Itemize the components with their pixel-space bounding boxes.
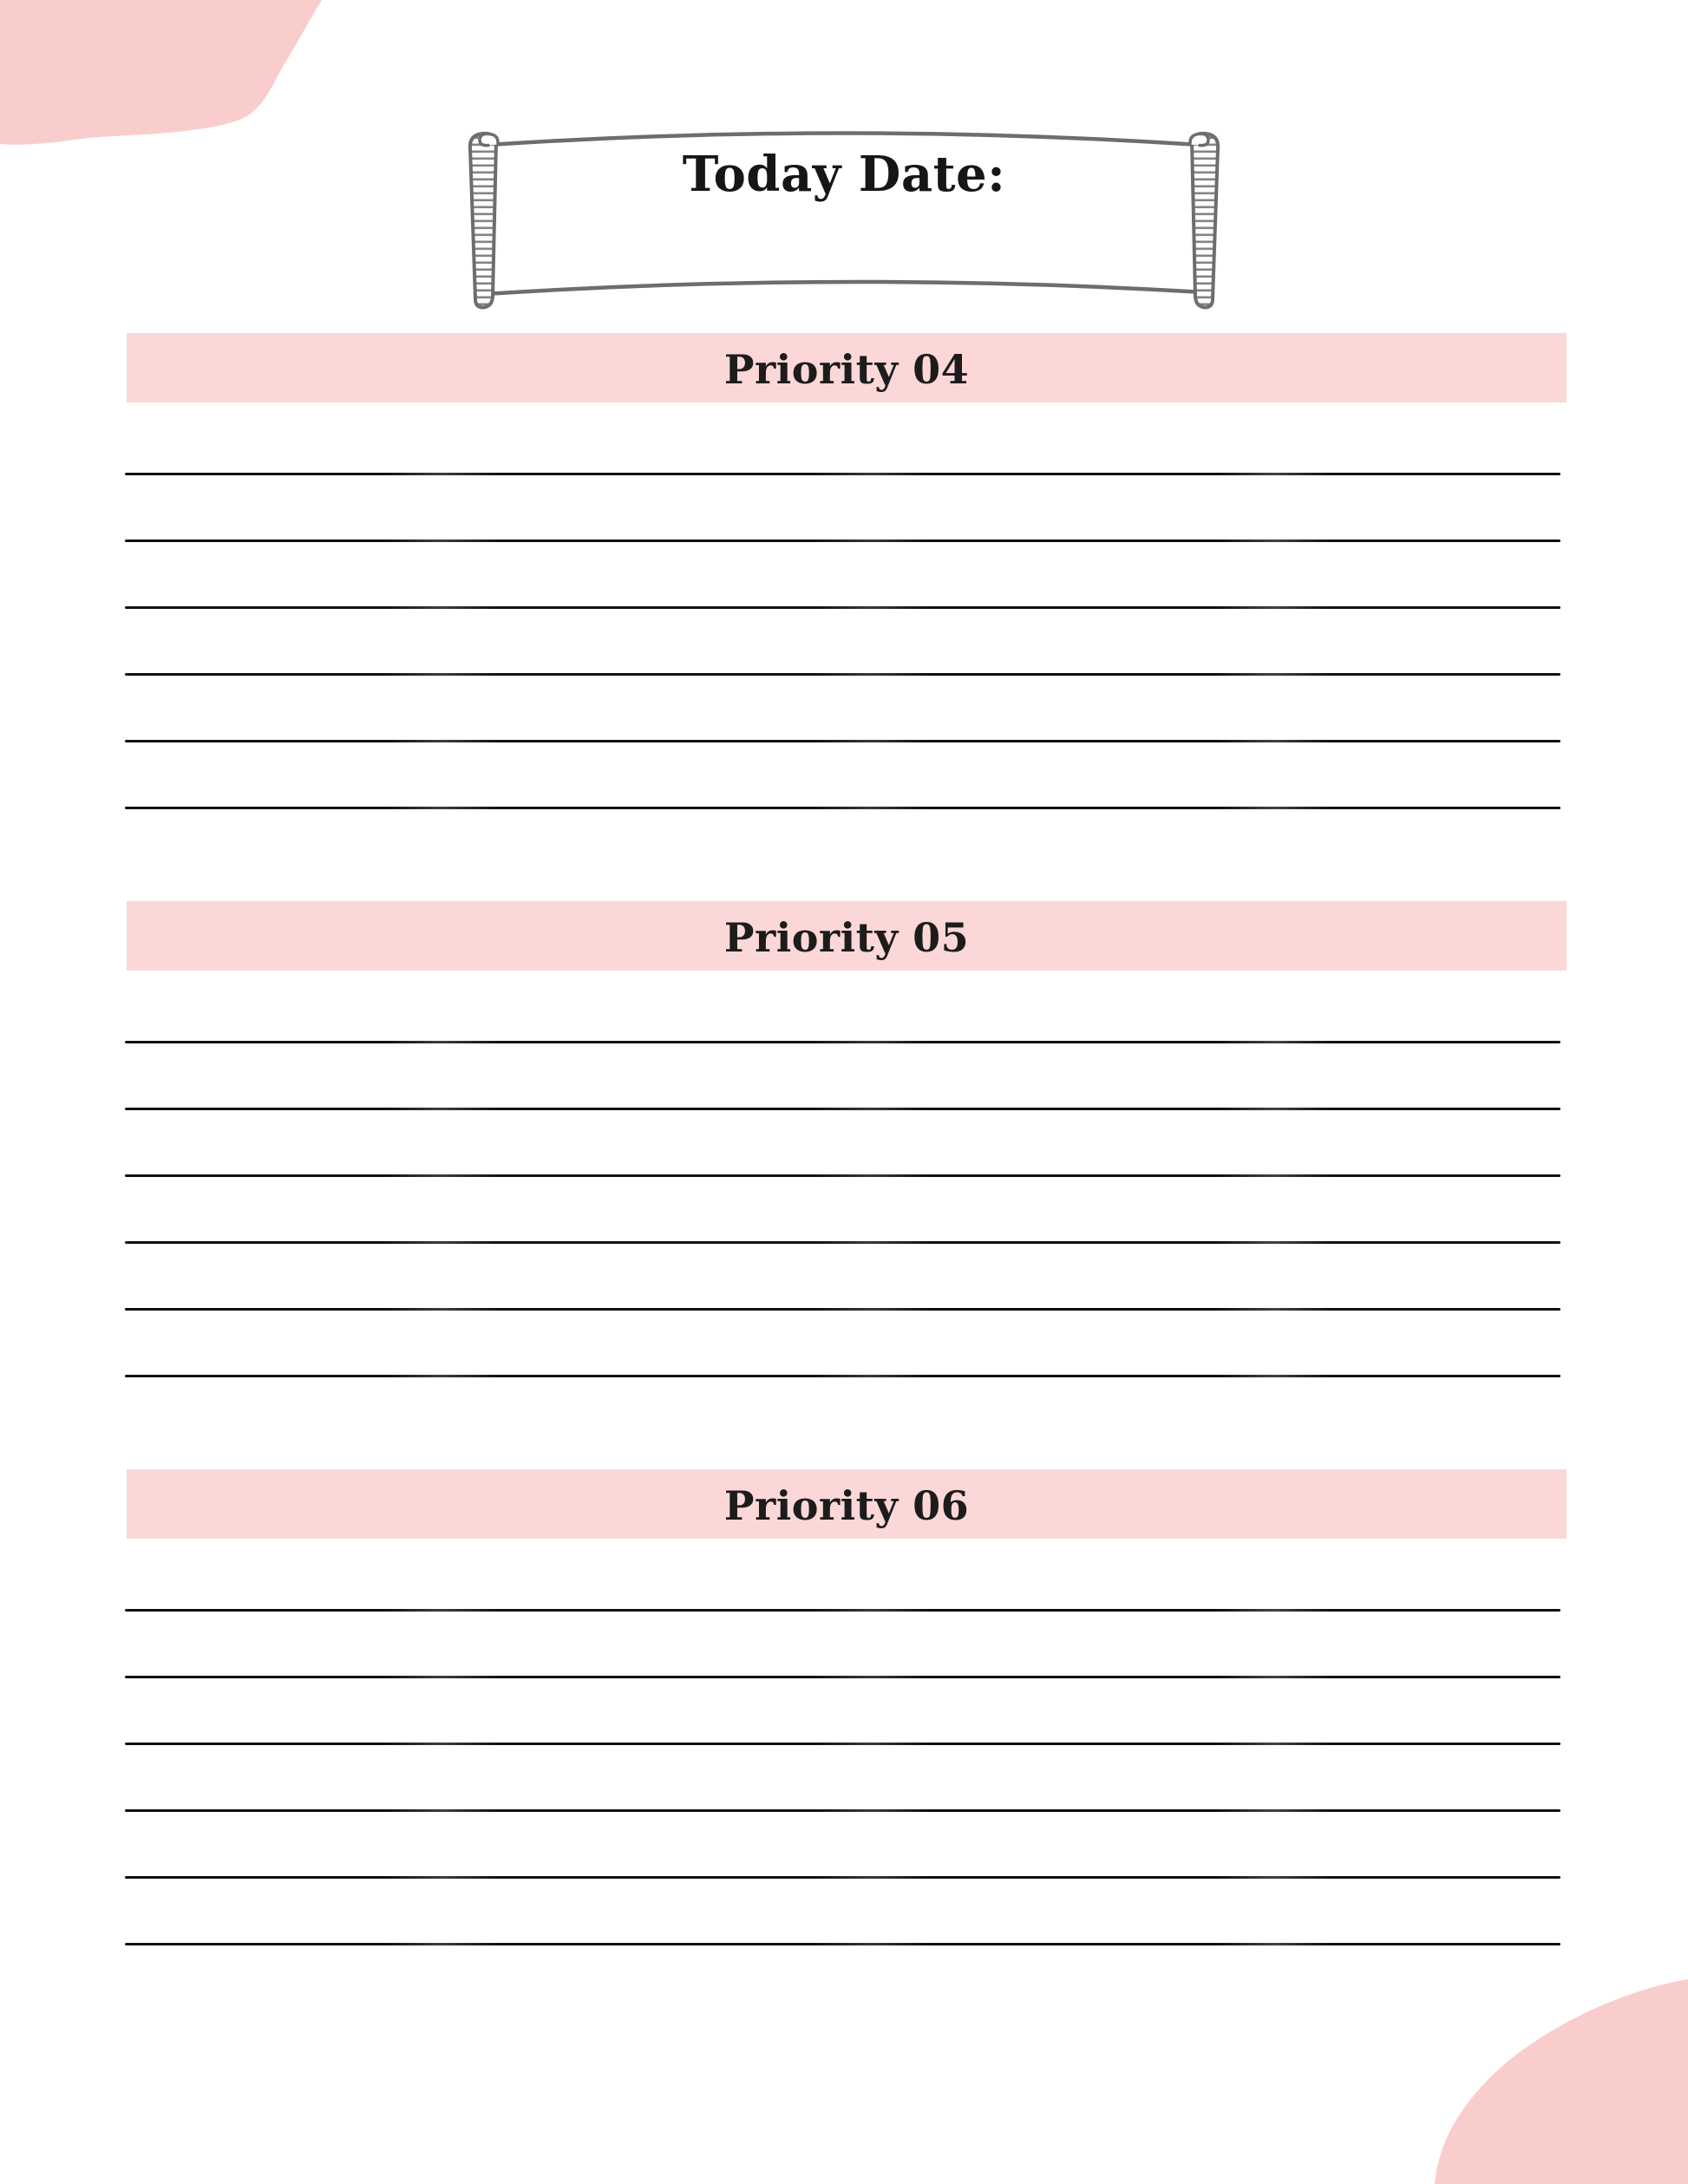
writing-line [125, 1174, 1560, 1177]
writing-line [125, 1809, 1560, 1812]
priority-05-writing-lines [125, 1041, 1560, 1377]
priority-06-writing-lines [125, 1609, 1560, 1945]
priority-05-header-bar [127, 901, 1567, 971]
writing-line [125, 473, 1560, 475]
writing-line [125, 740, 1560, 742]
decorative-blob-top-left [0, 0, 330, 152]
writing-line [125, 1241, 1560, 1244]
writing-line [125, 1108, 1560, 1110]
priority-06-label: Priority 06 [723, 1482, 970, 1529]
writing-line [125, 673, 1560, 676]
writing-line [125, 606, 1560, 609]
writing-line [125, 1743, 1560, 1745]
blob-shape [0, 0, 322, 145]
priority-05-label: Priority 05 [723, 914, 970, 961]
writing-line [125, 1676, 1560, 1678]
blob-shape [1435, 1979, 1688, 2184]
priority-section-04 [127, 333, 1567, 809]
date-banner [467, 126, 1221, 312]
writing-line [125, 1609, 1560, 1612]
priority-06-header-bar [127, 1469, 1567, 1539]
writing-line [125, 1375, 1560, 1377]
writing-line [125, 1876, 1560, 1879]
priority-04-header-bar [127, 333, 1567, 402]
priority-04-writing-lines [125, 473, 1560, 809]
writing-line [125, 1041, 1560, 1043]
writing-line [125, 1943, 1560, 1945]
writing-line [125, 539, 1560, 542]
writing-line [125, 807, 1560, 809]
date-banner-title: Today Date: [682, 146, 1006, 203]
writing-line [125, 1308, 1560, 1311]
priority-section-05 [127, 901, 1567, 1377]
scroll-right-curl [1190, 134, 1208, 145]
decorative-blob-bottom-right [1435, 1978, 1688, 2184]
priority-section-06 [127, 1469, 1567, 1945]
scroll-left-curl [480, 134, 498, 145]
priority-04-label: Priority 04 [723, 346, 970, 393]
